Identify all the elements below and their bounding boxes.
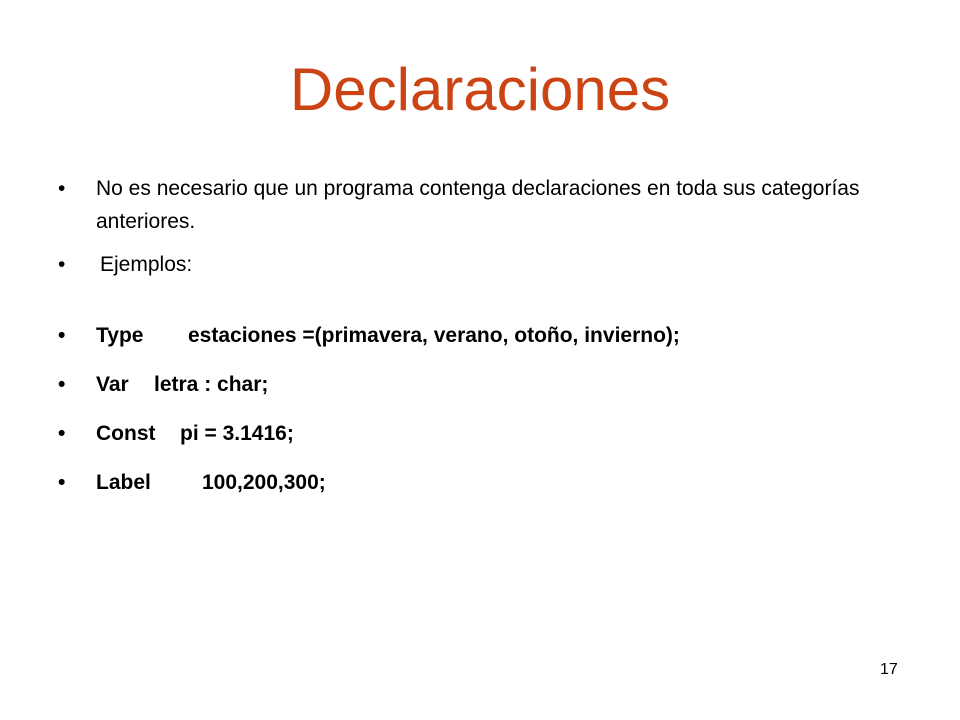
bullet-dot-icon: • <box>58 422 66 445</box>
bullet-item-type <box>58 319 908 352</box>
code-keyword: Const <box>96 422 156 445</box>
code-keyword: Var <box>96 373 129 396</box>
bullet-item-var <box>58 368 908 401</box>
code-declaration: 100,200,300; <box>202 471 326 494</box>
bullet-item-const <box>58 417 908 450</box>
code-keyword: Label <box>96 471 151 494</box>
code-declaration: pi = 3.1416; <box>180 422 294 445</box>
bullet-text: No es necesario que un programa contenga declaraciones en toda sus categorías anteriores. <box>96 177 860 233</box>
bullet-dot-icon: • <box>58 177 66 200</box>
bullet-dot-icon: • <box>58 471 66 494</box>
bullet-item-examples <box>58 248 908 281</box>
code-declaration: letra : char; <box>154 373 269 396</box>
code-declaration: estaciones =(primavera, verano, otoño, invierno); <box>188 324 680 347</box>
bullet-list <box>58 172 908 499</box>
slide-title: Declaraciones <box>289 56 671 123</box>
bullet-dot-icon: • <box>58 373 66 396</box>
code-keyword: Type <box>96 324 144 347</box>
page-number: 17 <box>880 661 898 678</box>
bullet-text: Ejemplos: <box>100 253 193 276</box>
bullet-item-label <box>58 466 908 499</box>
bullet-dot-icon: • <box>58 324 66 347</box>
bullet-item-intro <box>58 172 908 238</box>
bullet-dot-icon: • <box>58 253 66 276</box>
